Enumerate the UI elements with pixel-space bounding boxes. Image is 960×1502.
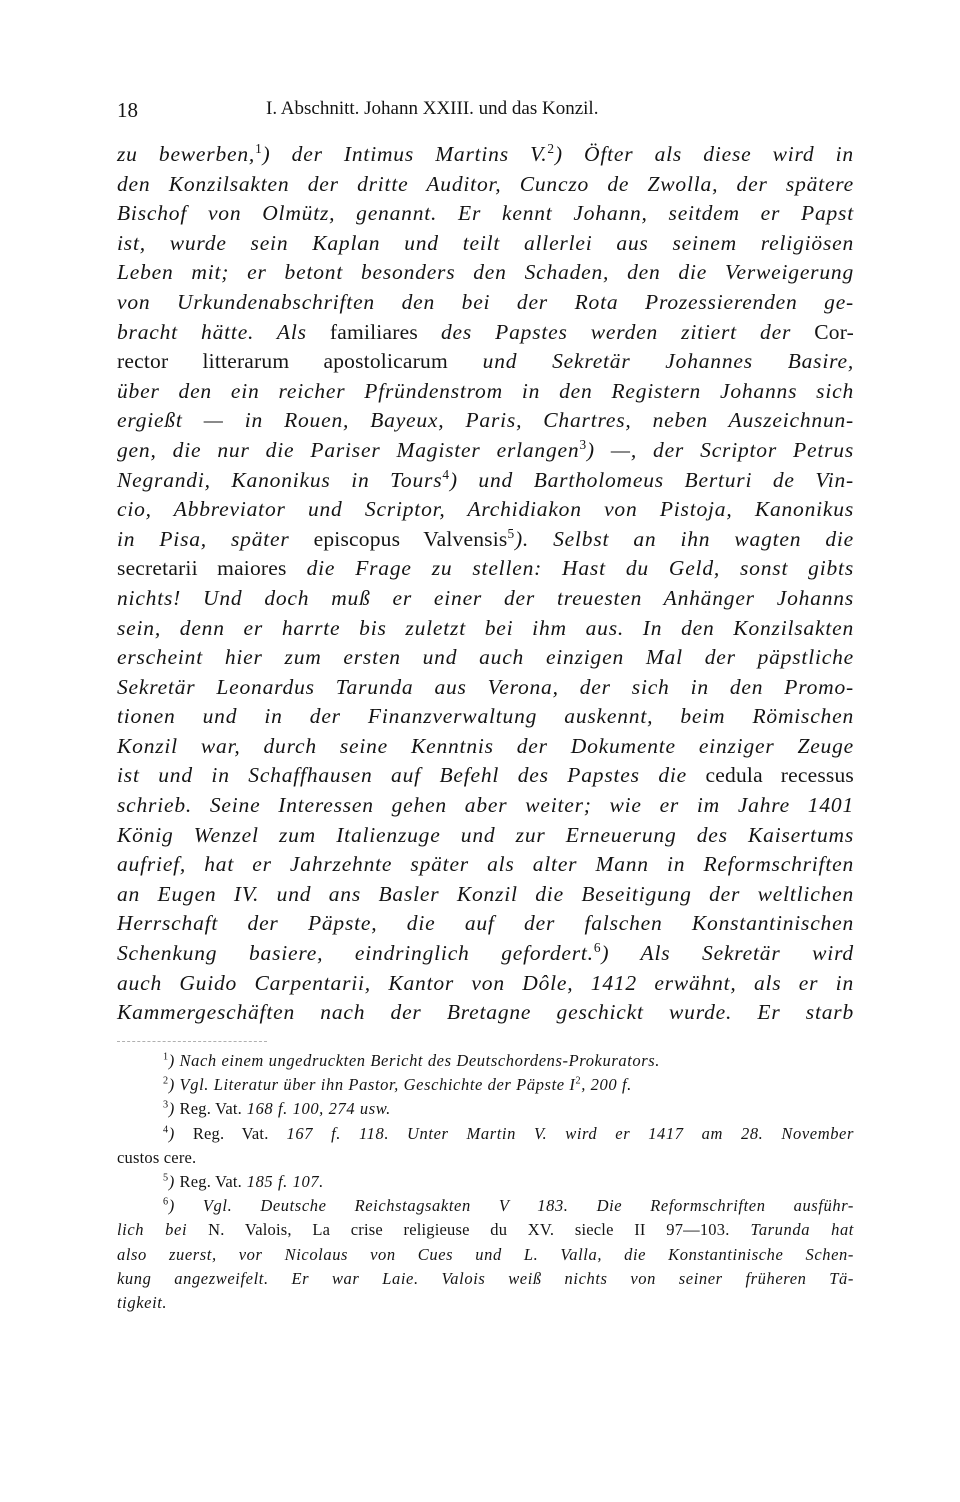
body-line: über den ein reicher Pfründenstrom in den Registern Johanns sich <box>117 378 854 403</box>
body-line: rector litterarum apostolicarum und Sekretär Johannes Basire, <box>117 349 855 374</box>
body-line: Herrschaft der Päpste, die auf der falschen Konstantinischen <box>117 911 854 936</box>
body-text <box>117 140 854 1028</box>
body-line: Negrandi, Kanonikus in Tours$^4$) und Bartholomeus Berturi de Vin- <box>117 466 854 492</box>
footnote-line: $^5$) Reg. Vat. 185 f. 107. <box>163 1171 324 1191</box>
body-line: ist und in Schaffhausen auf Befehl des Papstes die cedula recessus <box>117 763 854 788</box>
body-line: Sekretär Leonardus Tarunda aus Verona, der sich in den Promo- <box>117 674 854 699</box>
body-line: tionen und in der Finanzverwaltung auskennt, beim Römischen <box>117 704 854 729</box>
body-line: Konzil war, durch seine Kenntnis der Dokumente einziger Zeuge <box>117 733 854 758</box>
body-line: den Konzilsakten der dritte Auditor, Cunczo de Zwolla, der spätere <box>117 171 854 196</box>
body-line: von Urkundenabschriften den bei der Rota Prozessierenden ge- <box>117 289 854 314</box>
body-line: ist, wurde sein Kaplan und teilt allerlei aus seinem religiösen <box>117 230 854 255</box>
footnote-line: also zuerst, vor Nicolaus von Cues und L. Valla, die Konstantinische Schen- <box>117 1244 854 1264</box>
body-line: an Eugen IV. und ans Basler Konzil die Beseitigung der weltlichen <box>117 881 854 906</box>
body-line: Leben mit; er betont besonders den Schaden, den die Verweigerung <box>117 260 854 285</box>
body-line: aufrief, hat er Jahrzehnte später als alter Mann in Reformschriften <box>117 852 854 877</box>
body-line: secretarii maiores die Frage zu stellen: Hast du Geld, sonst gibts <box>117 556 854 581</box>
footnote-line: $^6$) Vgl. Deutsche Reichstagsakten V 183. Die Reformschriften ausführ- <box>163 1196 854 1216</box>
footnote-line: $^2$) Vgl. Literatur über ihn Pastor, Geschichte der Päpste $I^2$, 200 f. <box>163 1075 632 1095</box>
body-line: Bischof von Olmütz, genannt. Er kennt Johann, seitdem er Papst <box>117 201 854 226</box>
footnote-line: $^3$) Reg. Vat. 168 f. 100, 274 usw. <box>163 1099 391 1119</box>
body-line: nichts! Und doch muß er einer der treuesten Anhänger Johanns <box>117 585 854 610</box>
footnote-line: $^4$) Reg. Vat. 167 f. 118. Unter Martin V. wird er 1417 am 28. November <box>163 1123 854 1143</box>
footnote-line: kung angezweifelt. Er war Laie. Valois weiß nichts von seiner früheren Tä- <box>117 1268 854 1288</box>
body-line: gen, die nur die Pariser Magister erlangen$^3$) —, der Scriptor Petrus <box>117 436 854 462</box>
running-head: I. Abschnitt. Johann XXIII. und das Konzil. <box>266 98 599 119</box>
footnote-line: lich bei N. Valois, La crise religieuse du XV. siecle II 97—103. Tarunda hat <box>117 1220 854 1240</box>
body-line: sein, denn er harrte bis zuletzt bei ihm aus. In den Konzilsakten <box>117 615 854 640</box>
body-line: cio, Abbreviator und Scriptor, Archidiakon von Pistoja, Kanonikus <box>117 497 854 522</box>
page-number: 18 <box>117 98 138 122</box>
footnote-line: custos cere. <box>117 1147 197 1167</box>
footnote-line: tigkeit. <box>117 1292 168 1312</box>
body-line: auch Guido Carpentarii, Kantor von Dôle, 1412 erwähnt, als er in <box>117 970 854 995</box>
body-line: ergießt — in Rouen, Bayeux, Paris, Chartres, neben Auszeichnun- <box>117 408 854 433</box>
body-line: in Pisa, später episcopus Valvensis$^5$). Selbst an ihn wagten die <box>117 525 854 551</box>
body-line: schrieb. Seine Interessen gehen aber weiter; wie er im Jahre 1401 <box>117 793 854 818</box>
footnote-separator <box>117 1041 267 1042</box>
body-line: zu bewerben,$^1$) der Intimus Martins V.$^2$) Öfter als diese wird in <box>117 140 854 166</box>
footnotes <box>117 1049 854 1315</box>
body-line: erscheint hier zum ersten und auch einzigen Mal der päpstliche <box>117 645 854 670</box>
body-line: Schenkung basiere, eindringlich gefordert.$^6$) Als Sekretär wird <box>117 939 854 966</box>
footnote-line: $^1$) Nach einem ungedruckten Bericht des Deutschordens-Prokurators. <box>163 1051 660 1070</box>
page-header <box>117 98 860 128</box>
body-line: Kammergeschäften nach der Bretagne geschickt wurde. Er starb <box>117 1000 854 1025</box>
body-line: König Wenzel zum Italienzuge und zur Erneuerung des Kaisertums <box>117 822 854 847</box>
body-line: bracht hätte. Als familiares des Papstes werden zitiert der Cor- <box>117 319 855 344</box>
